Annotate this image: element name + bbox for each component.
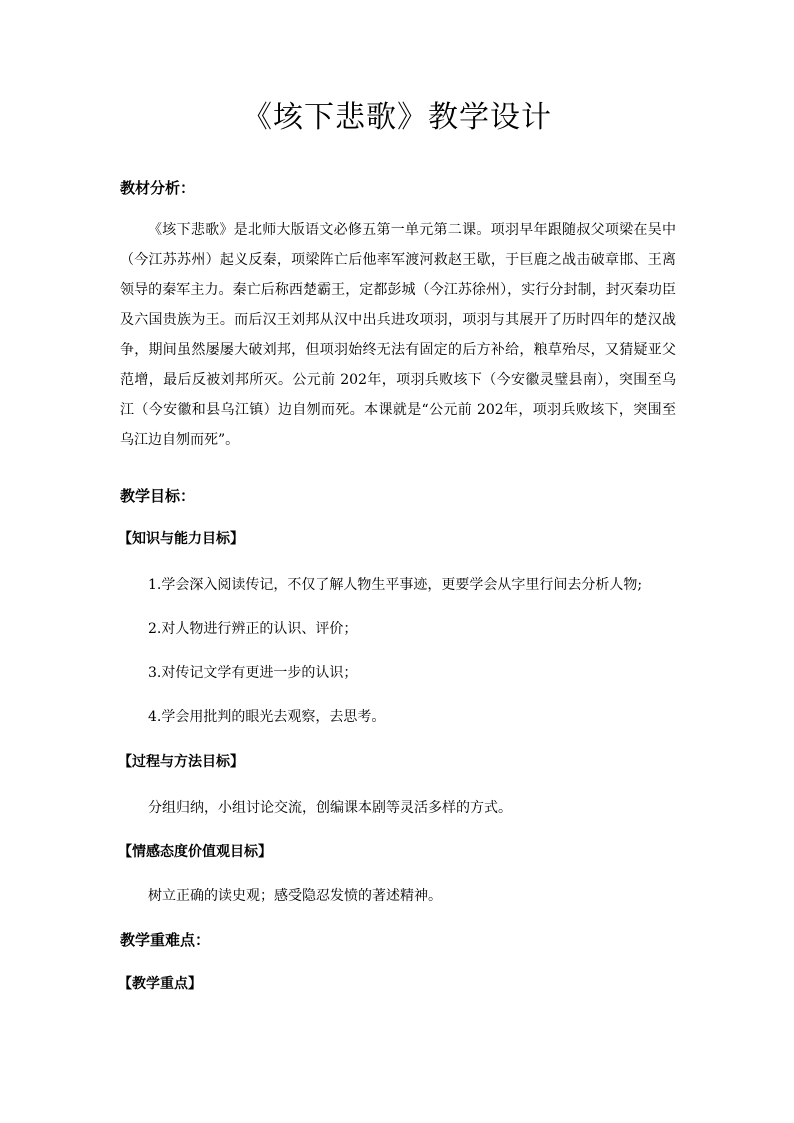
subheading-knowledge: 【知识与能力目标】 bbox=[118, 531, 244, 547]
analysis-paragraph: 《垓下悲歌》是北师大版语文必修五第一单元第二课。项羽早年跟随叔父项梁在吴中（今江苏苏州）起义反秦，项梁阵亡后他率军渡河救赵王歇，于巨鹿之战击破章邯、王离领导的秦军主力。秦亡后称西楚霸王，定都彭城（今江苏徐州），实行分封制，封灭秦功臣及六国贵族为王。而后汉王刘邦从汉中出兵进攻项羽，项羽与其展开了历时四年的楚汉战争，期间虽然屡屡大破刘邦，但项羽始终无法有固定的后方补给，粮草殆尽，又猜疑亚父范增，最后反被刘邦所灭。公元前 202年，项羽兵败垓下（今安徽灵璧县南），突围至乌江（今安徽和县乌江镇）边自刎而死。本课就是“公元前 202年，项羽兵败垓下，突围至乌江边自刎而死”。 bbox=[120, 222, 676, 448]
document-title: 《垓下悲歌》教学设计 bbox=[242, 100, 552, 135]
subheading-key-points: 【教学重点】 bbox=[118, 976, 202, 992]
process-text: 分组归纳，小组讨论交流，创编课本剧等灵活多样的方式。 bbox=[148, 800, 512, 816]
knowledge-item-1: 1.学会深入阅读传记，不仅了解人物生平事迹，更要学会从字里行间去分析人物; bbox=[148, 577, 643, 593]
knowledge-item-2: 2.对人物进行辨正的认识、评价； bbox=[148, 621, 358, 637]
emotion-text: 树立正确的读史观；感受隐忍发愤的著述精神。 bbox=[148, 888, 442, 904]
subheading-emotion: 【情感态度价值观目标】 bbox=[118, 844, 272, 860]
knowledge-item-4: 4.学会用批判的眼光去观察，去思考。 bbox=[148, 709, 386, 725]
subheading-process: 【过程与方法目标】 bbox=[118, 754, 244, 770]
section-heading-difficulty: 教学重难点： bbox=[120, 931, 211, 949]
knowledge-item-3: 3.对传记文学有更进一步的认识； bbox=[148, 665, 358, 681]
section-heading-analysis: 教材分析： bbox=[120, 179, 196, 197]
section-heading-goals: 教学目标： bbox=[120, 487, 196, 505]
